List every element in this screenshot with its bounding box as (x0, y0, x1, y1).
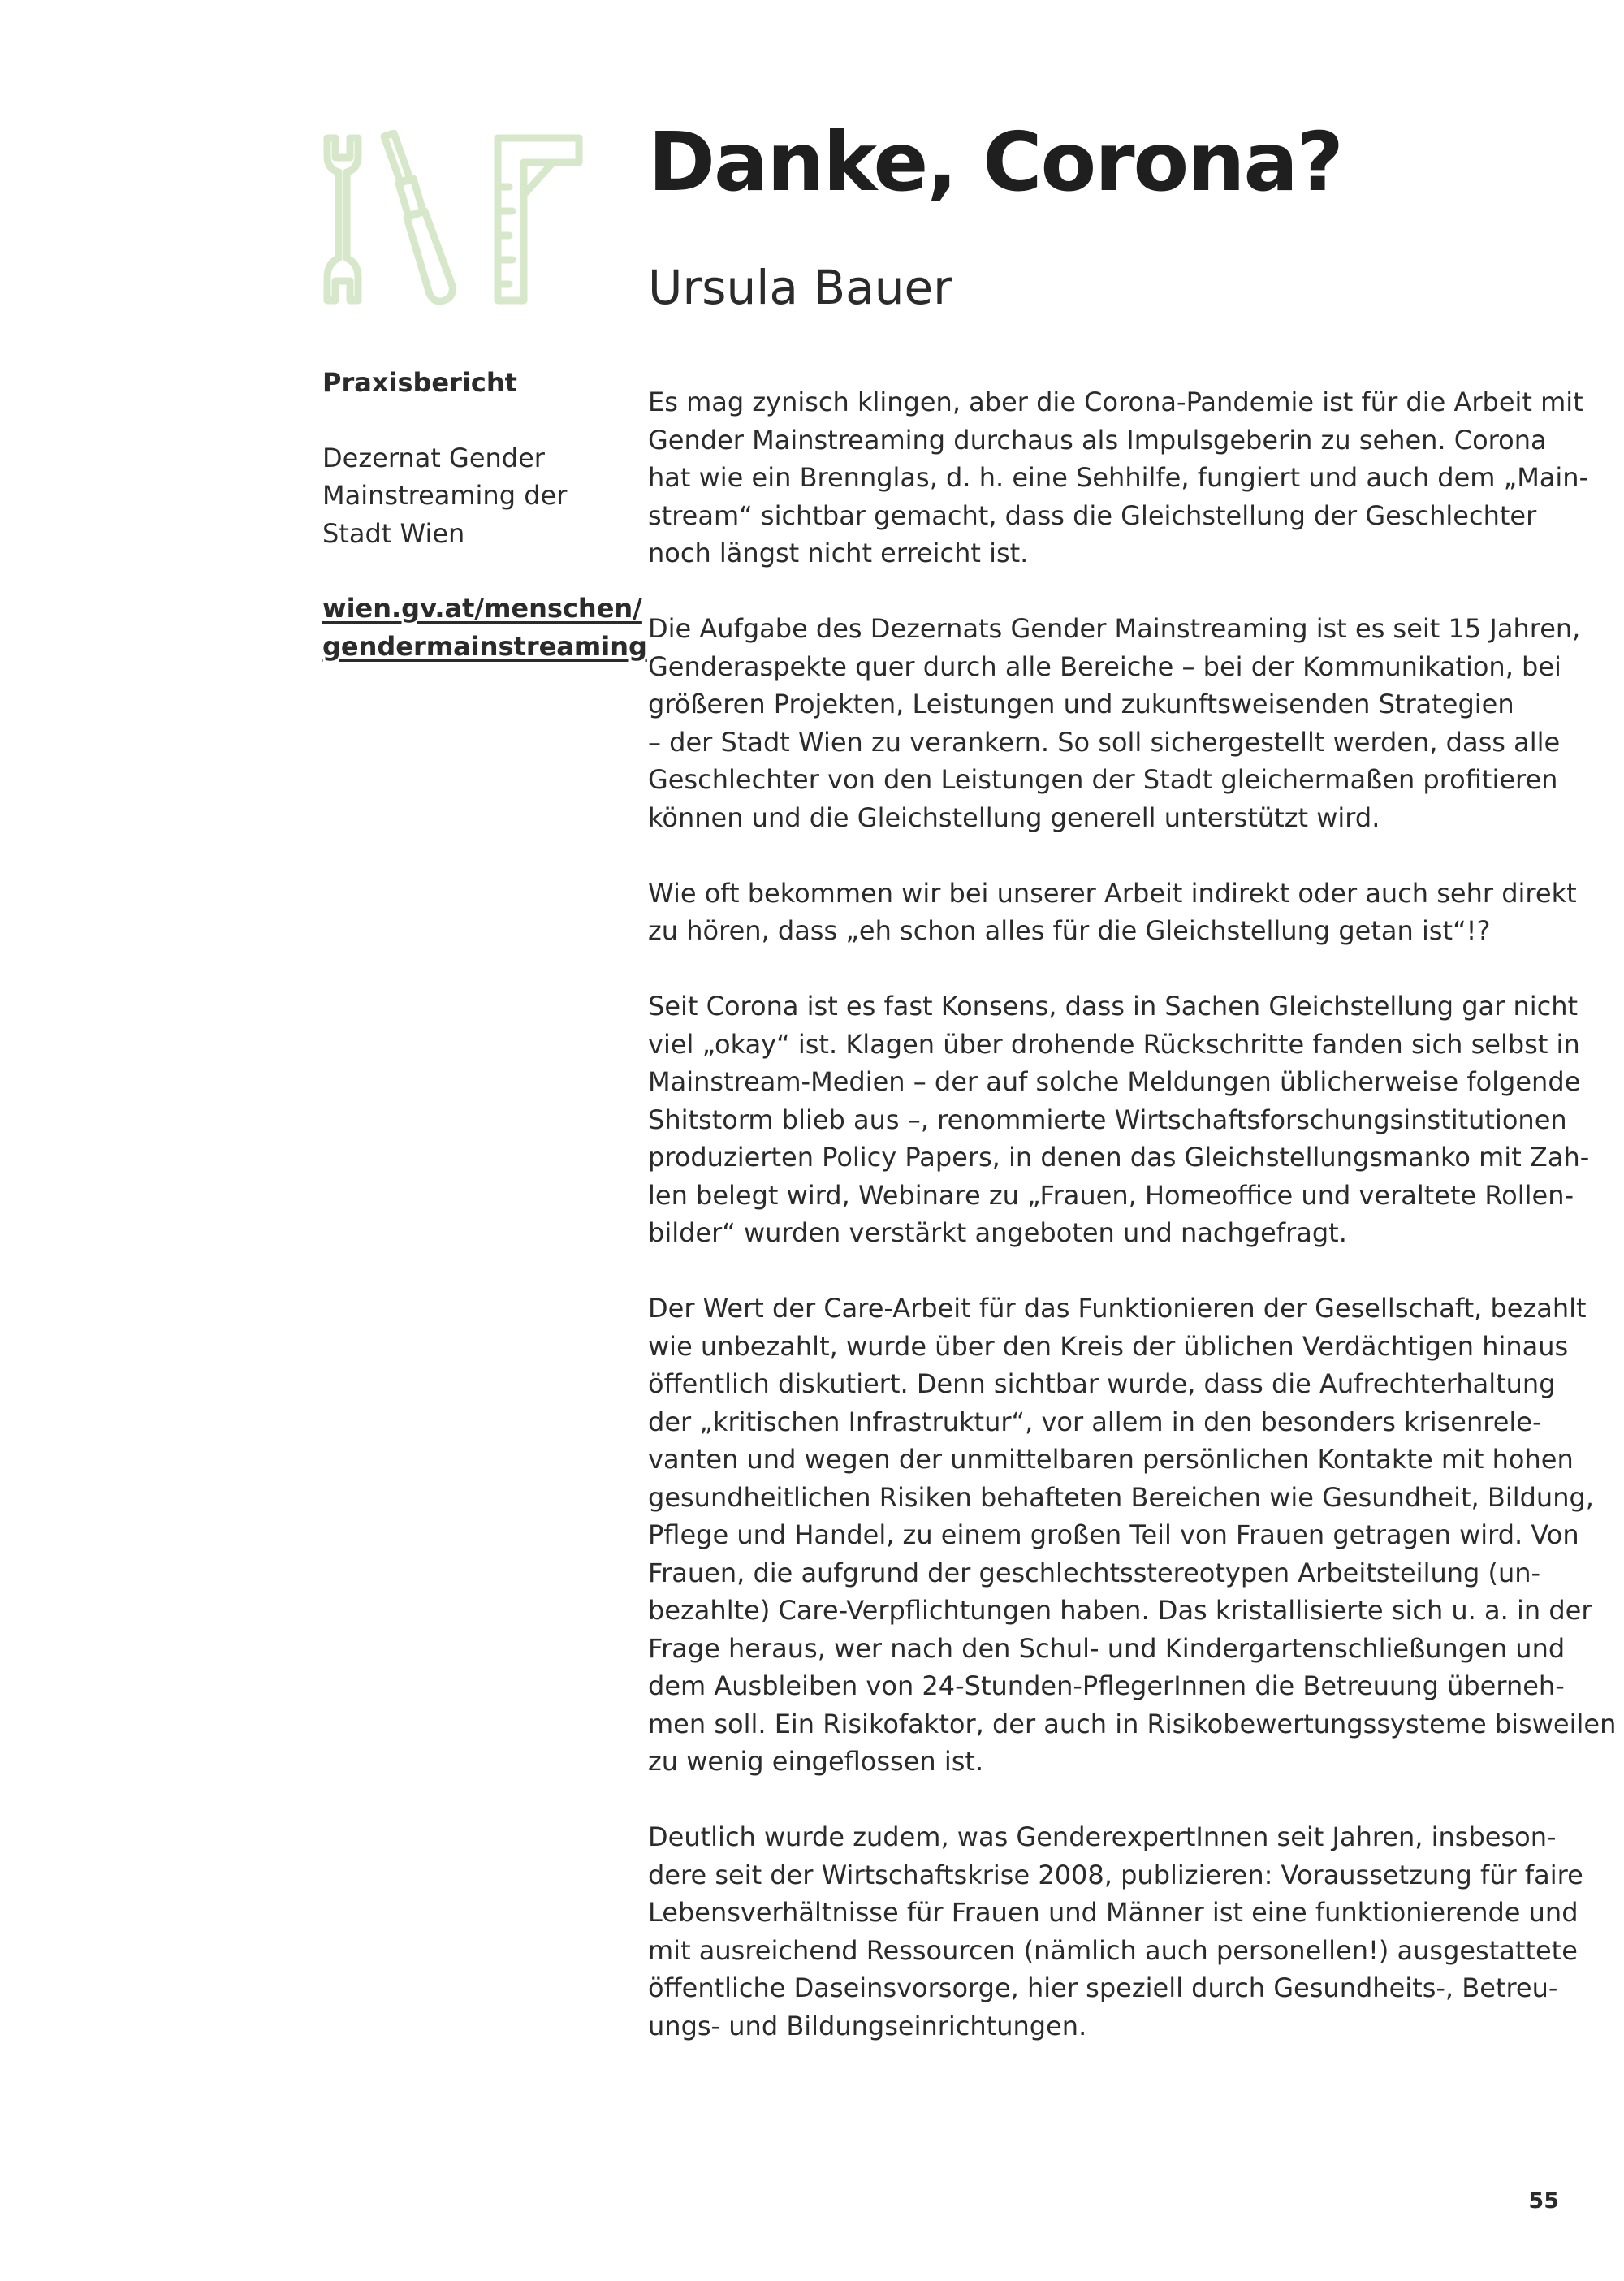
paragraph-line: Seit Corona ist es fast Konsens, dass in Sachen Gleichstellung gar nicht (648, 991, 1579, 1022)
paragraph-line: Der Wert der Care-Arbeit für das Funktionieren der Gesellschaft, bezahlt (648, 1293, 1587, 1324)
paragraph (648, 1818, 1583, 2045)
paragraph (648, 875, 1577, 950)
organization-line: Stadt Wien (322, 517, 465, 549)
paragraph (648, 610, 1581, 836)
paragraph-line: Lebensverhältnisse für Frauen und Männer ist eine funktionierende und (648, 1897, 1579, 1928)
paragraph-line: noch längst nicht erreicht ist. (648, 538, 1029, 568)
paragraph-line: Frage heraus, wer nach den Schul- und Kindergartenschließungen und (648, 1632, 1566, 1664)
website-link-line[interactable]: wien.gv.at/menschen/ (322, 593, 642, 624)
paragraph-line: produzierten Policy Papers, in denen das Gleichstellungsmanko mit Zah- (648, 1142, 1590, 1173)
author-name: Ursula Bauer (648, 260, 952, 315)
paragraph-line: len belegt wird, Webinare zu „Frauen, Homeoffice und veraltete Rollen- (648, 1179, 1574, 1211)
paragraph-line: Es mag zynisch klingen, aber die Corona-Pandemie ist für die Arbeit mit (648, 387, 1583, 417)
paragraph-line: mit ausreichend Ressourcen (nämlich auch personellen!) ausgestattete (648, 1934, 1578, 1966)
paragraph-line: Mainstream-Medien – der auf solche Meldungen üblicherweise folgende (648, 1066, 1581, 1097)
paragraph-line: gesundheitlichen Risiken behafteten Bereichen wie Gesundheit, Bildung, (648, 1481, 1594, 1513)
website-link-line[interactable]: gendermainstreaming (322, 630, 647, 662)
paragraph-line: wie unbezahlt, wurde über den Kreis der üblichen Verdächtigen hinaus (648, 1330, 1569, 1362)
article-body (648, 383, 1617, 2083)
paragraph-line: Pflege und Handel, zu einem großen Teil von Frauen getragen wird. Von (648, 1519, 1579, 1550)
paragraph-line: – der Stadt Wien zu verankern. So soll sichergestellt werden, dass alle (648, 726, 1561, 758)
paragraph-line: können und die Gleichstellung generell unterstützt wird. (648, 801, 1380, 833)
page-title: Danke, Corona? (648, 114, 1342, 210)
paragraph-line: dem Ausbleiben von 24-Stunden-PflegerInnen die Betreuung überneh- (648, 1670, 1565, 1701)
organization-line: Mainstreaming der (322, 480, 568, 511)
paragraph-line: ungs- und Bildungseinrichtungen. (648, 2010, 1087, 2041)
paragraph-line: Deutlich wurde zudem, was GenderexpertInnen seit Jahren, insbeson- (648, 1821, 1557, 1852)
paragraph-line: zu wenig eingeflossen ist. (648, 1746, 984, 1777)
paragraph-line: hat wie ein Brennglas, d. h. eine Sehhilfe, fungiert und auch dem „Main- (648, 462, 1589, 493)
page-number: 55 (1528, 2188, 1559, 2214)
paragraph-line: Die Aufgabe des Dezernats Gender Mainstreaming ist es seit 15 Jahren, (648, 613, 1581, 644)
paragraph-line: vanten und wegen der unmittelbaren persönlichen Kontakte mit hohen (648, 1444, 1574, 1475)
paragraph-line: öffentliche Daseinsvorsorge, hier speziell durch Gesundheits-, Betreu- (648, 1972, 1558, 2003)
website-link[interactable] (322, 590, 647, 665)
paragraph-line: Gender Mainstreaming durchaus als Impulsgeberin zu sehen. Corona (648, 424, 1547, 456)
paragraph (648, 1290, 1617, 1781)
paragraph-line: Frauen, die aufgrund der geschlechtsstereotypen Arbeitsteilung (un- (648, 1557, 1541, 1588)
section-label: Praxisbericht (322, 367, 517, 398)
paragraph-line: bilder“ wurden verstärkt angeboten und nachgefragt. (648, 1217, 1347, 1248)
paragraph-line: Genderaspekte quer durch alle Bereiche – bei der Kommunikation, bei (648, 650, 1561, 682)
paragraph-line: Geschlechter von den Leistungen der Stadt gleichermaßen profitieren (648, 764, 1558, 795)
paragraph-line: öffentlich diskutiert. Denn sichtbar wurde, dass die Aufrechterhaltung (648, 1368, 1556, 1399)
paragraph-line: zu hören, dass „eh schon alles für die Gleichstellung getan ist“!? (648, 915, 1491, 946)
sidebar (322, 364, 647, 665)
paragraph-line: Wie oft bekommen wir bei unserer Arbeit indirekt oder auch sehr direkt (648, 877, 1577, 909)
paragraph-line: Shitstorm blieb aus –, renommierte Wirtschaftsforschungsinstitutionen (648, 1104, 1567, 1135)
paragraph-line: größeren Projekten, Leistungen und zukunftsweisenden Strategien (648, 689, 1514, 719)
paragraph-line: men soll. Ein Risikofaktor, der auch in Risikobewertungssysteme bisweilen (648, 1708, 1617, 1739)
organization (322, 439, 623, 553)
paragraph (648, 383, 1589, 572)
paragraph-line: viel „okay“ ist. Klagen über drohende Rückschritte fanden sich selbst in (648, 1028, 1580, 1060)
paragraph-line: der „kritischen Infrastruktur“, vor allem in den besonders krisenrele- (648, 1406, 1542, 1437)
paragraph (648, 987, 1590, 1252)
paragraph-line: bezahlte) Care-Verpflichtungen haben. Das kristallisierte sich u. a. in der (648, 1595, 1592, 1626)
organization-line: Dezernat Gender (322, 442, 545, 473)
paragraph-line: stream“ sichtbar gemacht, dass die Gleichstellung der Geschlechter (648, 499, 1537, 531)
paragraph-line: dere seit der Wirtschaftskrise 2008, publizieren: Voraussetzung für faire (648, 1859, 1583, 1890)
tools-icon (321, 130, 589, 309)
